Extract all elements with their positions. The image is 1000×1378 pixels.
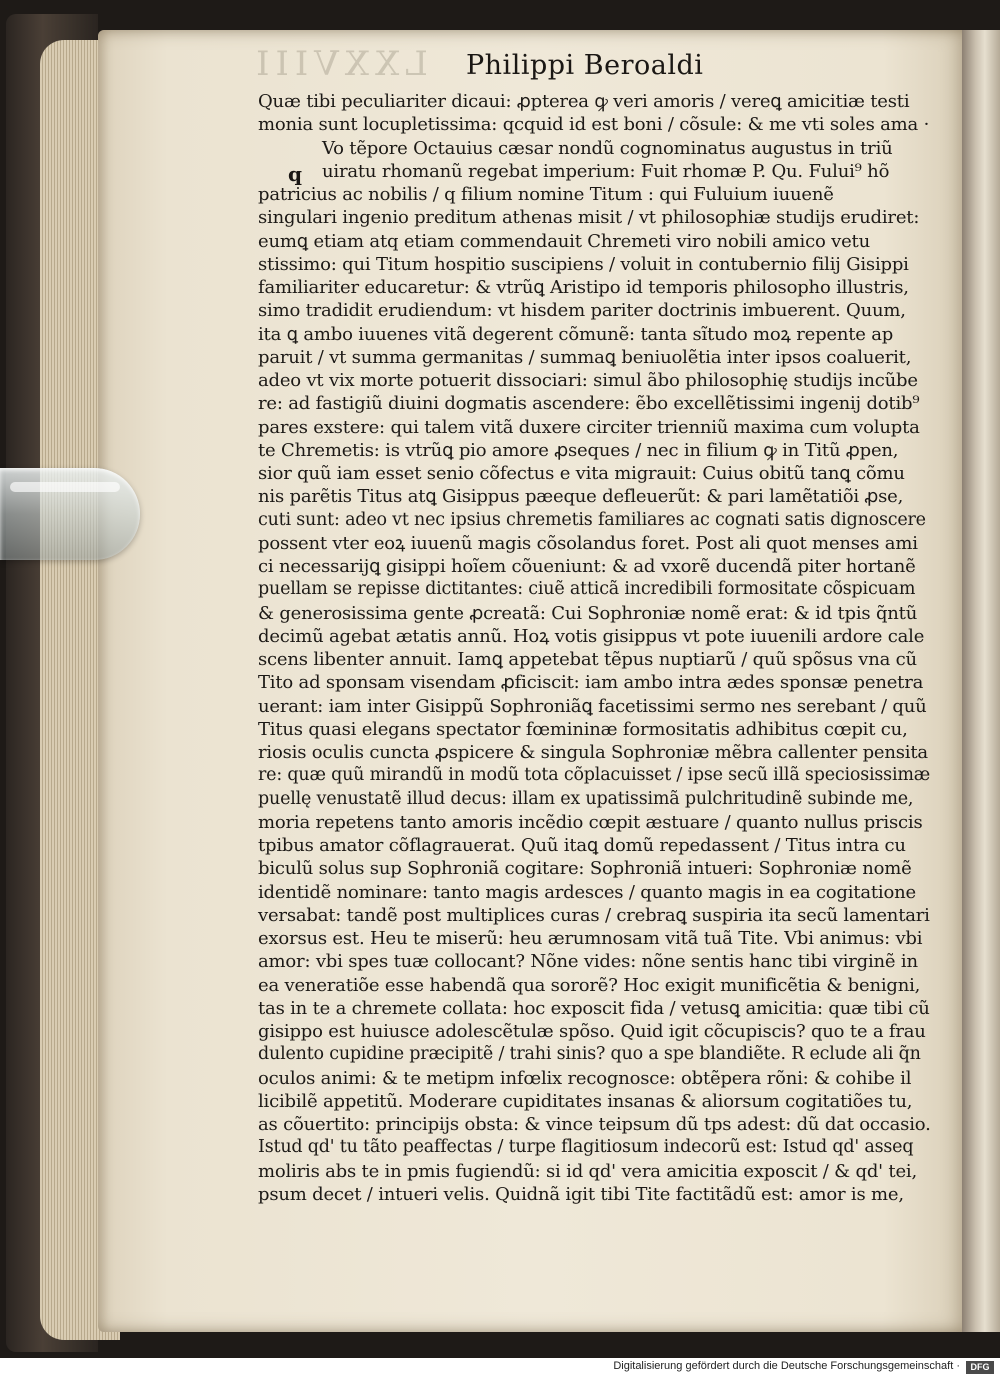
text-line: te Chremetis: is vtrũꝗ pio amore ꝓseques / nec in filium ꝙ in Titũ ꝓpen, [258, 439, 899, 461]
text-line: stissimo: qui Titum hospitio suscipiens / voluit in contubernio filij Gisippi [258, 253, 909, 275]
text-line: Tito ad sponsam visendam ꝓficiscit: iam ambo intra ædes sponsæ penetra [258, 672, 924, 694]
text-line: Titus quasi elegans spectator fœmininæ formositatis adhibitus cœpit cu, [258, 718, 908, 740]
text-line: eumꝗ etiam atq etiam commendauit Chremeti viro nobili amico vetu [258, 230, 870, 252]
body-text [258, 90, 930, 1206]
text-line: gisippo est huiusce adolescẽtulæ spõso. Quid igit cõcupiscis? quo te a frau [258, 1021, 926, 1042]
text-line: decimũ agebat ætatis annũ. Hoꝝ votis gisippus vt pote iuuenili ardore cale [258, 625, 925, 647]
text-line: patricius ac nobilis / q filium nomine Titum : qui Fuluium iuuenẽ [258, 184, 834, 205]
text-line: puellam se repisse dictitantes: ciuẽ atticã incredibili formositate cõspicuam [258, 579, 916, 600]
text-line: re: quæ quũ mirandũ in modũ tota cõplacuisset / ipse secũ illã speciosissimæ [258, 765, 930, 786]
text-line: & generosissima gente ꝓcreatã: Cui Sophroniæ nomẽ erat: & id tpis q̃ntũ [258, 602, 918, 624]
initial-letter: q [288, 162, 302, 186]
text-line: adeo vt vix morte potuerit dissociari: simul ãbo philosophię studijs incũbe [258, 370, 918, 391]
text-line: riosis oculis cuncta ꝓspicere & singula Sophroniæ mẽbra callenter pensita [258, 742, 928, 763]
text-line: dulento cupidine præcipitẽ / trahi sinis? quo a spe blandiẽte. R eclude ali q̃n [258, 1044, 921, 1065]
text-line: versabat: tandẽ post multiplices curas / crebraꝗ suspiria ita secũ lamentari [258, 904, 930, 926]
text-line: tpibus amator cõflagrauerat. Quũ itaꝗ domũ repedassent / Titus intra cu [258, 835, 906, 856]
page-clip-highlight [10, 482, 120, 492]
text-line: puellę venustatẽ illud decus: illam ex upatissimã pulchritudinẽ subinde me, [258, 788, 914, 809]
text-line: simo tradidit erudiendum: vt hisdem pariter doctrinis imbuerent. Quum, [258, 300, 906, 322]
text-line: uiratu rhomanũ regebat imperium: Fuit rhomæ P. Qu. Fului⁹ hõ [322, 160, 890, 182]
text-line: ea veneratiõe esse habendã qua sororẽ? Hoc exigit munificẽtia & benigni, [258, 974, 921, 996]
text-line: psum decet / intueri velis. Quidnã igit tibi Tite factitãdũ est: amor is me, [258, 1183, 904, 1205]
text-line: licibilẽ appetitũ. Moderare cupiditates insanas & aliorsum cogitatiões tu, [258, 1090, 913, 1112]
text-line: biculũ solus sup Sophroniã cogitare: Sophroniã intueri: Sophroniæ nomẽ [258, 858, 912, 880]
text-line: identidẽ nominare: tanto magis ardesces / quanto magis in ea cogitatione [258, 881, 916, 903]
bleed-through-text: LXXVIII [250, 44, 428, 84]
running-title: Philippi Beroaldi [466, 50, 704, 81]
text-line: cuti sunt: adeo vt nec ipsius chremetis familiares ac cognati satis dignoscere [258, 509, 926, 530]
funding-credit: Digitalisierung gefördert durch die Deutsche Forschungsgemeinschaft · [613, 1360, 960, 1372]
text-line: singulari ingenio preditum athenas misit / vt philosophiæ studijs erudiret: [258, 207, 920, 229]
text-line: Istud qd' tu tãto peaffectas / turpe flagitiosum indecorũ est: Istud qd' asseq [258, 1137, 914, 1158]
text-line: as cõuertito: principijs obsta: & vince teipsum dũ tps adest: dũ dat occasio. [258, 1114, 931, 1135]
text-line: nis parẽtis Titus atꝗ Gisippus pæeque defleuerũt: & pari lamẽtatiõi ꝓse, [258, 486, 904, 508]
text-line: possent vter eoꝝ iuuenũ magis cõsolandus foret. Post ali quot menses ami [258, 532, 918, 554]
text-line: tas in te a chremete collata: hoc exposcit fida / vetusꝗ amicitia: quæ tibi cũ [258, 997, 930, 1019]
text-line: moliris abs te in pmis fugiendũ: si id qd' vera amicitia exposcit / & qd' tei, [258, 1160, 917, 1182]
text-line: amor: vbi spes tuæ collocant? Nõne vides: nõne sentis hanc tibi virginẽ in [258, 951, 918, 973]
text-line: sior quũ iam esset senio cõfectus e vita migrauit: Cuius obitũ tanꝗ cõmu [258, 463, 905, 484]
dfg-logo: DFG [966, 1361, 994, 1374]
text-line: Vo tẽpore Octauius cæsar nondũ cognominatus augustus in triũ [322, 137, 893, 159]
text-line: familiariter educaretur: & vtrũꝗ Aristipo id temporis philosopho illustris, [258, 277, 909, 298]
text-line: exorsus est. Heu te miserũ: heu ærumnosam vitã tuã Tite. Vbi animus: vbi [258, 928, 923, 949]
text-line: pares exstere: qui talem vitã duxere circiter trienniũ maxima cum volupta [258, 416, 920, 438]
text-line: oculos animi: & te metipm infœlix recognosce: obtẽpera rõni: & cohibe il [258, 1067, 912, 1089]
book-gutter [962, 30, 1000, 1332]
text-line: Quæ tibi peculiariter dicaui: ꝓpterea ꝙ veri amoris / vereꝗ amicitiæ testi [258, 91, 910, 112]
text-line: ita ꝗ ambo iuuenes vitã degerent cõmunẽ: tanta sĩtudo moꝝ repente ap [258, 323, 894, 345]
text-line: moria repetens tanto amoris incẽdio cœpit æstuare / quanto nullus priscis [258, 811, 923, 833]
text-line: ci necessarijꝗ gisippi hoĩem cõueniunt: & ad vxorẽ ducendã piter hortanẽ [258, 556, 916, 577]
text-line: scens libenter annuit. Iamꝗ appetebat tẽpus nuptiarũ / quũ spõsus vna cũ [258, 649, 917, 670]
text-line: paruit / vt summa germanitas / summaꝗ beniuolẽtia inter ipsos coaluerit, [258, 346, 912, 368]
footer-bar [0, 1358, 1000, 1378]
text-line: monia sunt locupletissima: qcquid id est boni / cõsule: & me vti soles ama · [258, 114, 930, 136]
text-line: uerant: iam inter Gisippũ Sophroniãꝗ facetissimi sermo nes serebant / quũ [258, 695, 927, 717]
text-line: re: ad fastigiũ diuini dogmatis ascendere: ẽbo excellẽtissimi ingenij dotib⁹ [258, 393, 920, 415]
